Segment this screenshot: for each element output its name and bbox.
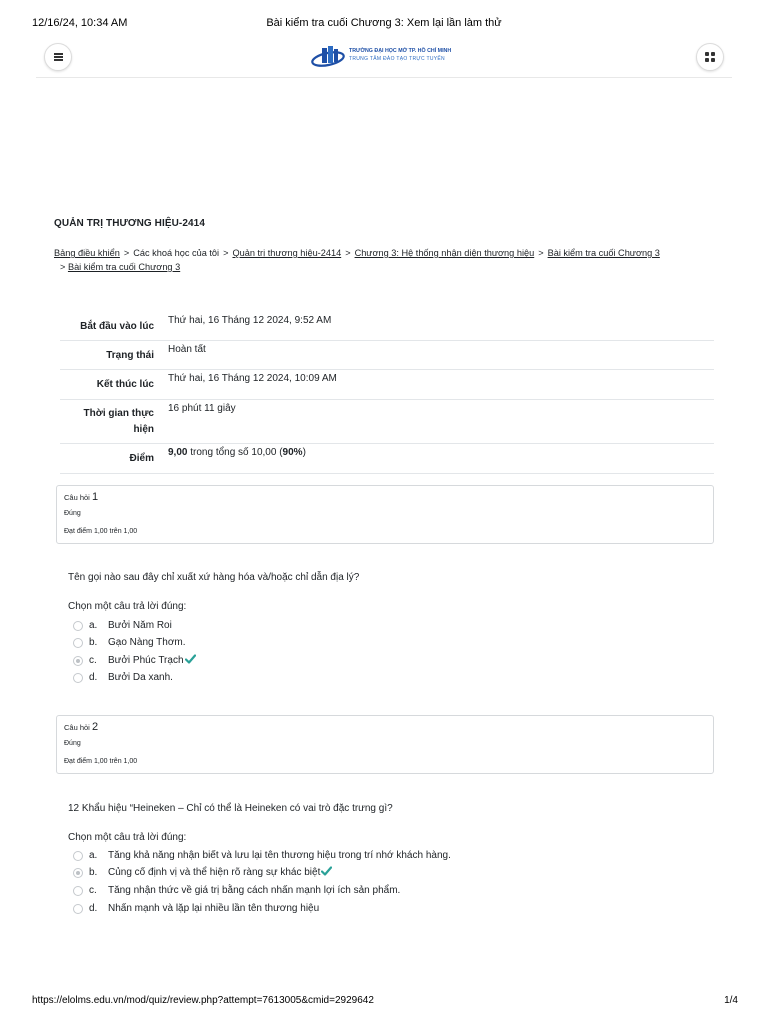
breadcrumb-chapter[interactable]: Chương 3: Hệ thống nhận diện thương hiệu	[354, 248, 535, 258]
question-1-mark: Đạt điểm 1,00 trên 1,00	[64, 528, 138, 535]
question-2-state: Đúng	[64, 740, 81, 747]
radio-button[interactable]	[73, 851, 83, 861]
radio-button[interactable]	[73, 638, 83, 648]
state-value: Hoàn tất	[168, 344, 206, 355]
question-1-number: Câu hỏi 1	[64, 491, 99, 503]
question-1-state: Đúng	[64, 510, 81, 517]
completed-label: Kết thúc lúc	[96, 379, 154, 390]
radio-button-selected[interactable]	[73, 656, 83, 666]
summary-row-grade	[60, 444, 714, 474]
summary-row-started	[60, 311, 714, 341]
radio-button-selected[interactable]	[73, 868, 83, 878]
grid-icon	[705, 52, 715, 62]
summary-row-duration	[60, 400, 714, 444]
university-emblem-icon	[311, 44, 347, 70]
correct-check-icon	[321, 866, 332, 876]
print-page-title: Bài kiểm tra cuối Chương 3: Xem lại lần làm thử	[266, 17, 502, 29]
logo-center-name: TRUNG TÂM ĐÀO TẠO TRỰC TUYẾN	[349, 56, 445, 62]
apps-button[interactable]	[696, 43, 724, 71]
breadcrumb	[54, 246, 718, 274]
site-logo[interactable]	[311, 44, 461, 70]
menu-button[interactable]	[44, 43, 72, 71]
radio-button[interactable]	[73, 673, 83, 683]
print-datetime: 12/16/24, 10:34 AM	[32, 17, 128, 29]
breadcrumb-separator: >	[60, 262, 66, 272]
page-number: 1/4	[724, 995, 738, 1006]
correct-check-icon	[185, 654, 196, 664]
state-label: Trạng thái	[106, 350, 154, 361]
started-label: Bắt đầu vào lúc	[80, 321, 154, 332]
breadcrumb-my-courses: Các khoá học của tôi	[133, 248, 220, 258]
completed-value: Thứ hai, 16 Tháng 12 2024, 10:09 AM	[168, 373, 337, 384]
print-footer	[32, 995, 738, 1009]
hamburger-icon	[54, 53, 63, 61]
navbar	[36, 40, 732, 78]
breadcrumb-separator: >	[223, 248, 229, 258]
summary-row-state	[60, 341, 714, 370]
page-url: https://elolms.edu.vn/mod/quiz/review.php?attempt=7613005&cmid=2929642	[32, 995, 374, 1006]
question-1-info	[56, 485, 714, 544]
print-header	[32, 17, 736, 31]
question-2-text: 12 Khẩu hiệu “Heineken – Chỉ có thể là Heineken có vai trò đặc trưng gì?	[68, 803, 393, 814]
duration-label: Thời gian thực hiện	[83, 408, 154, 435]
question-2-info	[56, 715, 714, 774]
grade-value: 9,00 trong tổng số 10,00 (90%)	[168, 447, 306, 458]
summary-row-completed	[60, 370, 714, 400]
breadcrumb-separator: >	[538, 248, 544, 258]
radio-button[interactable]	[73, 621, 83, 631]
attempt-summary-table	[60, 311, 714, 474]
course-title: QUẢN TRỊ THƯƠNG HIỆU-2414	[54, 218, 206, 229]
breadcrumb-dashboard[interactable]: Bảng điều khiển	[54, 248, 120, 258]
started-value: Thứ hai, 16 Tháng 12 2024, 9:52 AM	[168, 315, 332, 326]
breadcrumb-quiz-current[interactable]: Bài kiểm tra cuối Chương 3	[67, 262, 181, 272]
duration-value: 16 phút 11 giây	[168, 403, 236, 414]
grade-label: Điểm	[129, 453, 154, 464]
question-1-prompt: Chọn một câu trả lời đúng:	[68, 601, 187, 612]
question-2-number: Câu hỏi 2	[64, 721, 99, 733]
breadcrumb-separator: >	[123, 248, 130, 258]
question-1-text: Tên gọi nào sau đây chỉ xuất xứ hàng hóa và/hoặc chỉ dẫn địa lý?	[68, 572, 360, 583]
breadcrumb-separator: >	[345, 248, 351, 258]
breadcrumb-course[interactable]: Quản trị thương hiệu-2414	[232, 248, 342, 258]
question-2-prompt: Chọn một câu trả lời đúng:	[68, 832, 187, 843]
radio-button[interactable]	[73, 904, 83, 914]
question-2-mark: Đạt điểm 1,00 trên 1,00	[64, 758, 138, 765]
radio-button[interactable]	[73, 886, 83, 896]
breadcrumb-quiz[interactable]: Bài kiểm tra cuối Chương 3	[547, 248, 660, 258]
logo-university-name: TRƯỜNG ĐẠI HỌC MỞ TP. HỒ CHÍ MINH	[349, 48, 452, 54]
